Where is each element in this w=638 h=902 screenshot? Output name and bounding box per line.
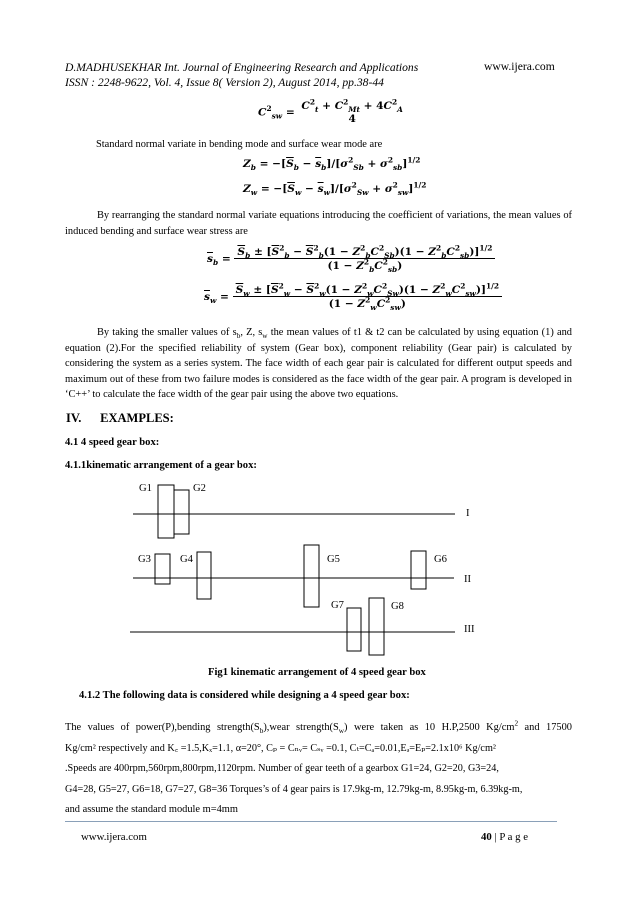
footer-rule [65, 821, 557, 822]
label-g3: G3 [138, 554, 151, 565]
data-line-2: Kg/cm² respectively and K꜀ =1.5,Kₓ=1.1, α=20°, Cₚ = Cₙᵥ= Cₛᵥ =0.1, Cₜ=Cₐ=0.01,Eₔ=Eₚ=2.1x10⁶ Kg/cm² [65, 742, 496, 754]
rearrange-paragraph: By rearranging the standard normal variate equations introducing the coefficient of variations, the mean values of induced bending and surface wear stress are [65, 210, 572, 237]
section-heading-examples: IV. EXAMPLES: [66, 411, 174, 425]
subsection-4-1-2: 4.1.2 The following data is considered while designing a 4 speed gear box: [79, 690, 410, 701]
label-g5: G5 [327, 554, 340, 565]
svm-intro: Standard normal variate in bending mode and surface wear mode are [96, 139, 383, 150]
label-g8: G8 [391, 601, 404, 612]
label-g2: G2 [193, 483, 206, 494]
journal-title: D.MADHUSEKHAR Int. Journal of Engineering Research and Applications [65, 61, 419, 74]
label-g1: G1 [139, 483, 152, 494]
data-line-4: G4=28, G5=27, G6=18, G7=27, G8=36 Torques’s of 4 gear pairs is 17.9kg-m, 12.79kg-m, 8.95kg-m, 6.39kg-m, [65, 783, 523, 795]
footer-page [481, 831, 528, 843]
equation-sb: $\overline{s}_b$ = $\frac{\overline{S}_b \pm [\overline{S}^2_b - \overline{S}^2_b(1 - Z^2_bC^2_{Sb})(1 - Z^2_bC^2_{sb})]^{1/2}}{(1 - Z^2_bC^2_{sb})}$ [207, 246, 495, 272]
data-line-3: .Speeds are 400rpm,560rpm,800rpm,1120rpm. Number of gear teeth of a gearbox G1=24, G2=20, G3=24, [65, 763, 499, 774]
method-paragraph: By taking the smaller values of $s_b$, Z, $s_w$ the mean values of t1 & t2 can be calculated by using equation (1) and equation (2).For the specified reliability of system (Gear box), component reliability (Gear pair) is calculated by considering the system as a series system. The face width of each gear pair is calculated for different output speeds and maximum out of these from two failure modes is considered as the face width of the gear pair. A program is developed in ‘C++’ to calculate the face width of the gear pair using the above two equations. [65, 327, 572, 401]
subsection-4-1: 4.1 4 speed gear box: [65, 437, 160, 448]
label-g4: G4 [180, 554, 193, 565]
data-line-5: and assume the standard module m=4mm [65, 804, 238, 815]
data-paragraph [65, 718, 572, 821]
journal-url[interactable]: www.ijera.com [484, 60, 555, 73]
equation-sw: $\overline{s}_w$ = $\frac{\overline{S}_w \pm [\overline{S}^2_w - \overline{S}^2_w(1 - Z^2_wC^2_{Sw})(1 - Z^2_wC^2_{sw})]^{1/2}}{(1 - Z^2_wC^2_{sw})}$ [204, 284, 502, 310]
footer-url[interactable]: www.ijera.com [81, 831, 147, 843]
label-shaft-2: II [464, 574, 472, 585]
equation-zw: $Z_w = -[\overline{S}_w - \overline{s}_w]/[\sigma^2_{Sw} + \sigma^2_{sw}]^{1/2}$ [243, 180, 427, 198]
figure-caption: Fig1 kinematic arrangement of 4 speed gear box [208, 667, 426, 678]
label-shaft-3: III [464, 624, 475, 635]
journal-issn: ISSN : 2248-9622, Vol. 4, Issue 8( Version 2), August 2014, pp.38-44 [65, 76, 384, 89]
page-label: | P a g e [491, 831, 529, 843]
subsection-4-1-1: 4.1.1kinematic arrangement of a gear box: [65, 460, 257, 471]
page-number: 40 [481, 831, 492, 843]
label-g6: G6 [434, 554, 447, 565]
data-line-1: The values of power(P),bending $strength(S_b),wear$ $strength(S_w)$ were taken as 10 H.P,2500 $Kg/cm^2$ and 17500 [65, 719, 572, 736]
label-g7: G7 [331, 600, 344, 611]
equation-zb: $Z_b = -[\overline{S}_b - \overline{s}_b]/[\sigma^2_{Sb} + \sigma^2_{sb}]^{1/2}$ [243, 155, 421, 173]
label-shaft-1: I [466, 508, 470, 519]
equation-csw: $C^2_{sw}$ = $C^2_t + C^2_{Mt} + 4C^2_A$ 4 [258, 97, 403, 125]
